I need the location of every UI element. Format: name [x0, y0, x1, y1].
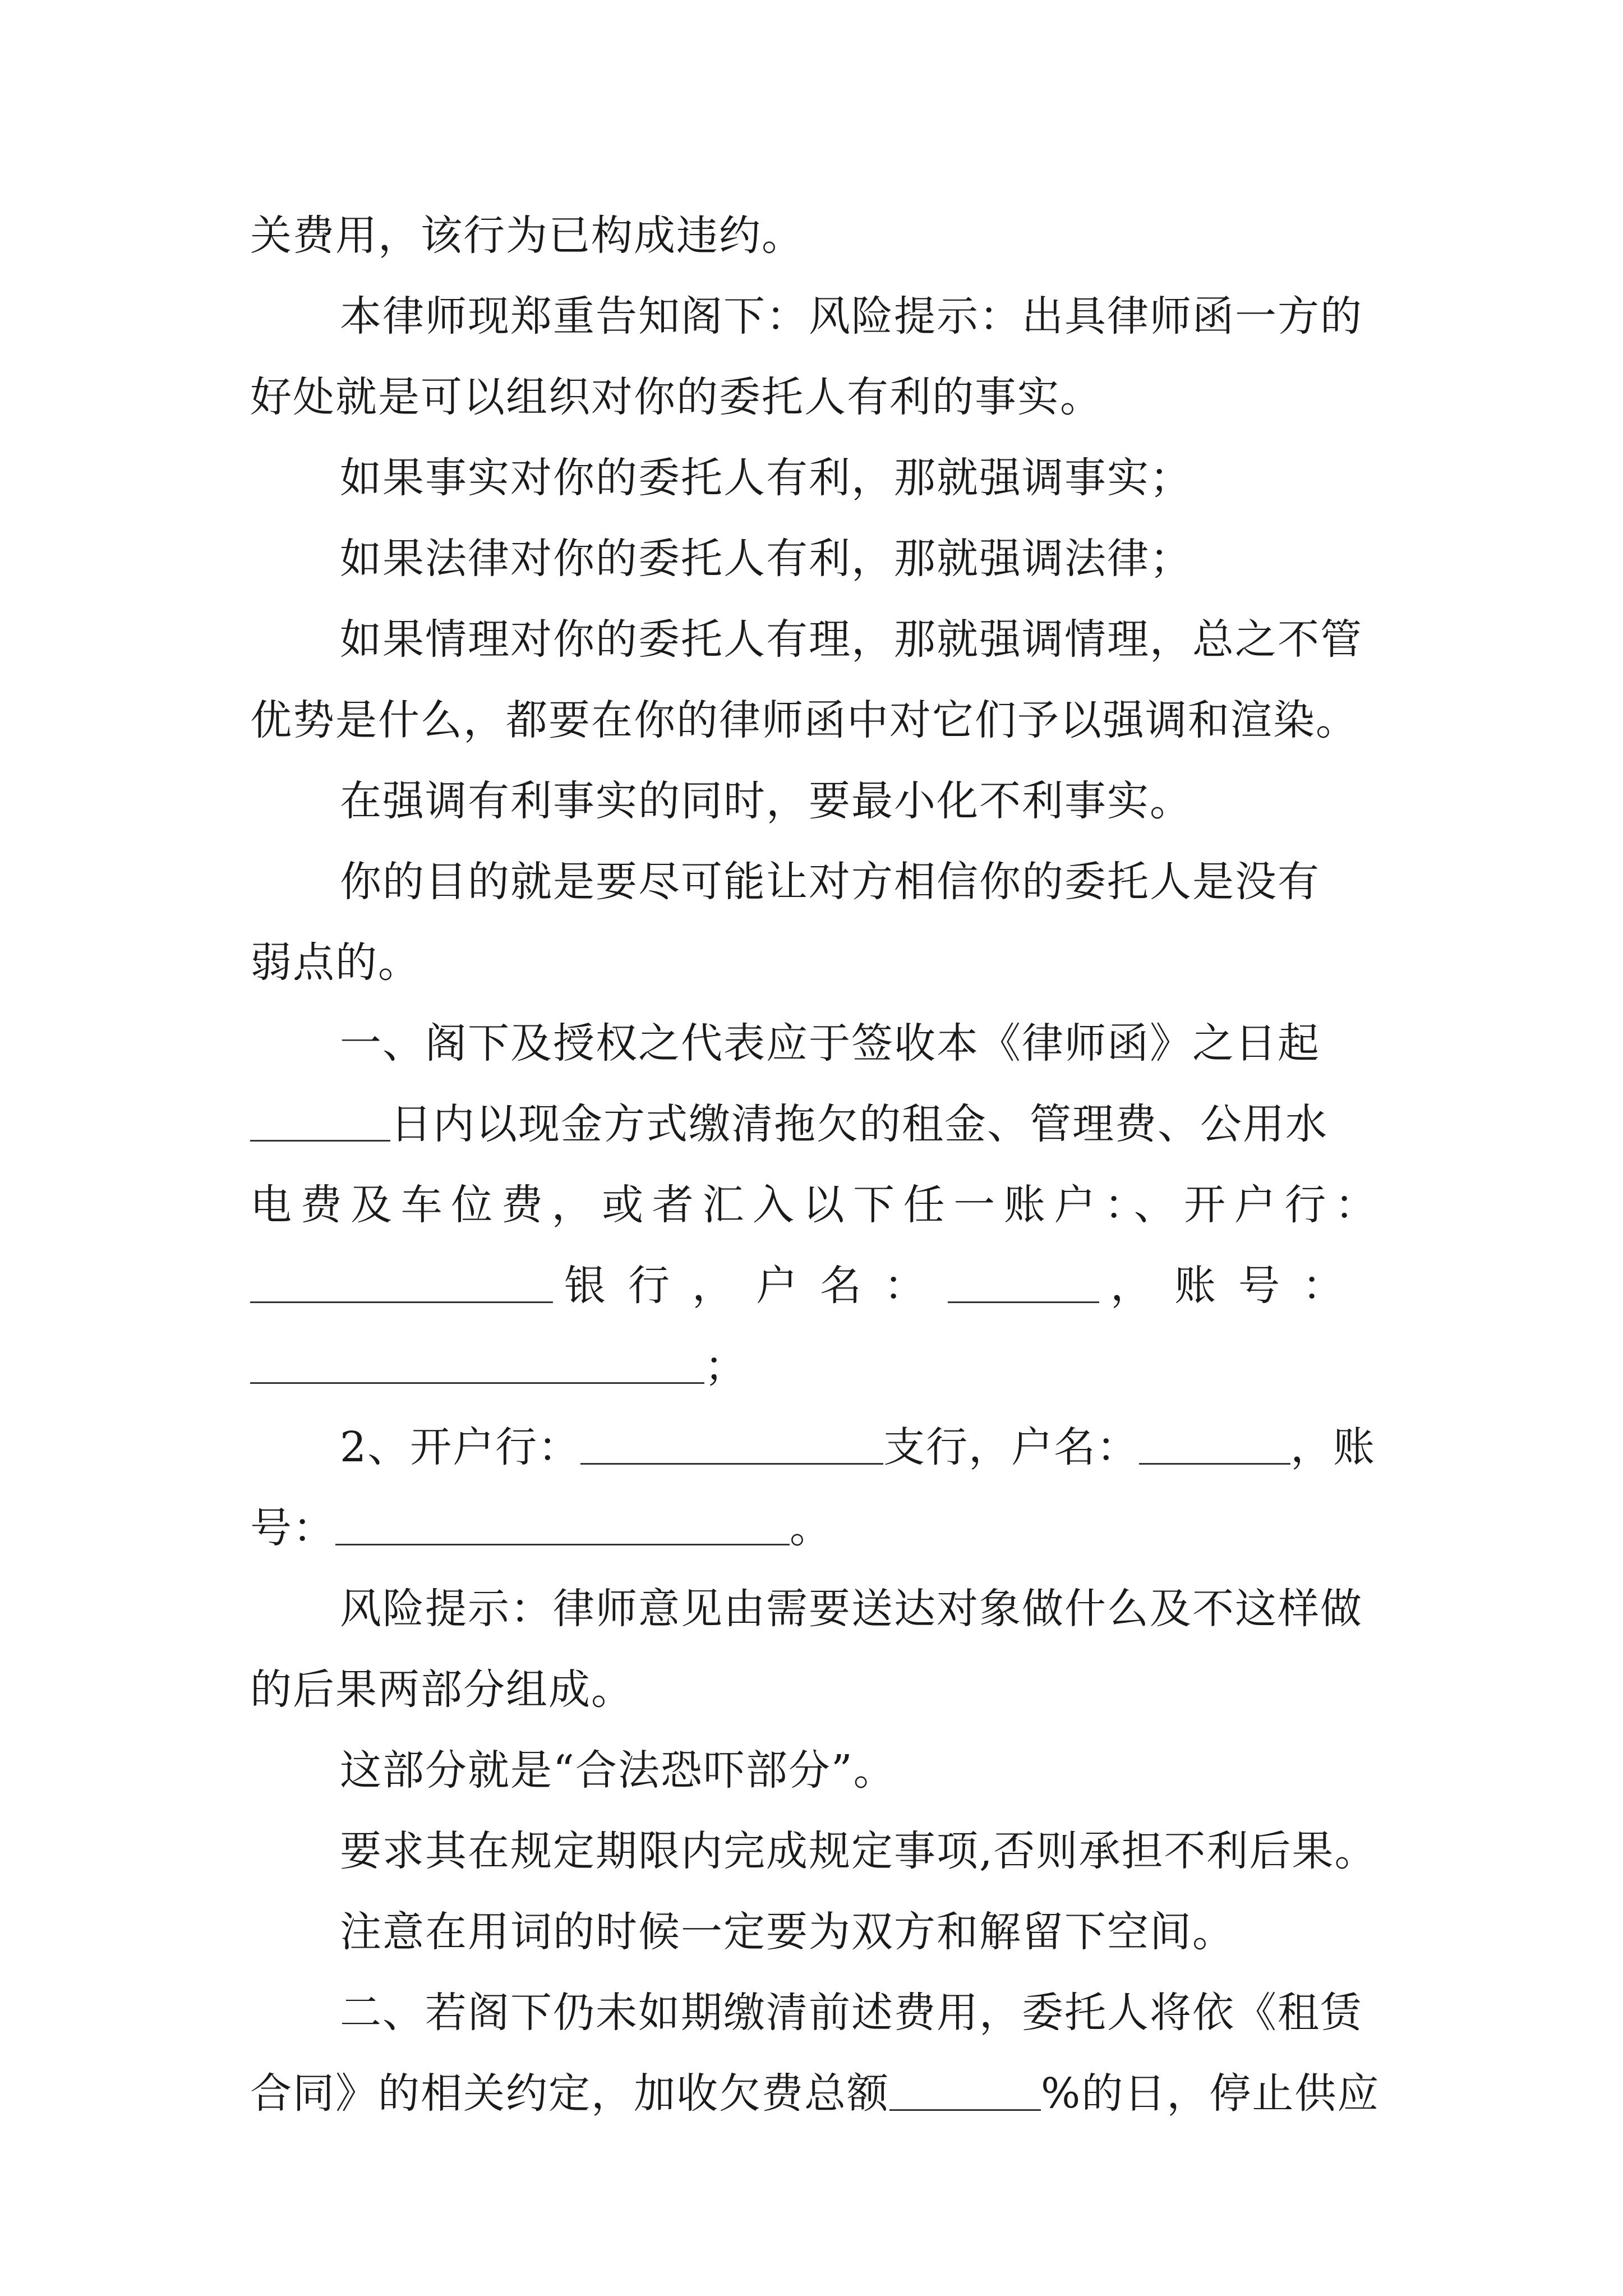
paragraph-line: 二、若阁下仍未如期缴清前述费用，委托人将依《租赁 [340, 1989, 1363, 2037]
line-text: ，账 [1290, 1423, 1376, 1471]
paragraph-line: 关费用，该行为已构成违约。 [250, 211, 804, 260]
account-number-blank [250, 1347, 704, 1384]
line-text: ，账号： [1110, 1262, 1366, 1310]
paragraph-line [250, 2060, 1380, 2127]
bank-blank [580, 1428, 883, 1465]
paragraph-line [250, 1091, 1377, 1158]
paragraph-line: 电费及车位费，或者汇入以下任一账户：、开户行： [250, 1181, 1377, 1229]
paragraph-line: 注意在用词的时候一定要为双方和解留下空间。 [340, 1908, 1235, 1956]
paragraph-line: 如果事实对你的委托人有利，那就强调事实； [340, 454, 1192, 502]
paragraph-line: 如果法律对你的委托人有利，那就强调法律； [340, 535, 1192, 583]
paragraph-line: 一、阁下及授权之代表应于签收本《律师函》之日起 [340, 1019, 1320, 1068]
paragraph-line: 这部分就是“合法恐吓部分”。 [340, 1746, 896, 1795]
paragraph-line [250, 1414, 1377, 1481]
paragraph-line: 你的目的就是要尽可能让对方相信你的委托人是没有 [340, 858, 1320, 906]
account-name-blank [1139, 1428, 1290, 1465]
paragraph-line: 要求其在规定期限内完成规定事项,否则承担不利后果。 [340, 1827, 1377, 1875]
bank-blank [250, 1267, 553, 1303]
line-text: 2、开户行： [340, 1423, 581, 1471]
paragraph-line [250, 1252, 1377, 1319]
paragraph-line: 弱点的。 [250, 938, 421, 987]
line-text: %的日，停止供应 [1041, 2069, 1380, 2118]
days-blank [250, 1105, 390, 1142]
paragraph-line: 的后果两部分组成。 [250, 1665, 634, 1714]
line-text: 合同》的相关约定，加收欠费总额 [250, 2069, 889, 2118]
paragraph-line [250, 1333, 1377, 1400]
account-name-blank [948, 1267, 1099, 1303]
line-text: 。 [790, 1504, 832, 1552]
line-text: 支行，户名： [883, 1423, 1140, 1471]
line-text: ； [704, 1342, 747, 1391]
paragraph-line: 风险提示：律师意见由需要送达对象做什么及不这样做 [340, 1585, 1363, 1633]
paragraph-line: 本律师现郑重告知阁下：风险提示：出具律师函一方的 [340, 292, 1363, 341]
line-text: 银行，户名： [564, 1262, 948, 1310]
paragraph-line: 如果情理对你的委托人有理，那就强调情理，总之不管 [340, 615, 1363, 664]
account-number-blank [335, 1509, 790, 1545]
percent-blank [889, 2074, 1041, 2111]
paragraph-line: 在强调有利事实的同时，要最小化不利事实。 [340, 777, 1192, 825]
paragraph-line: 好处就是可以组织对你的委托人有利的事实。 [250, 373, 1103, 421]
paragraph-line [250, 1494, 1377, 1562]
line-text: 日内以现金方式缴清拖欠的租金、管理费、公用水 [390, 1100, 1328, 1148]
paragraph-line: 优势是什么，都要在你的律师函中对它们予以强调和渲染。 [250, 696, 1358, 744]
line-text: 号： [250, 1504, 335, 1552]
